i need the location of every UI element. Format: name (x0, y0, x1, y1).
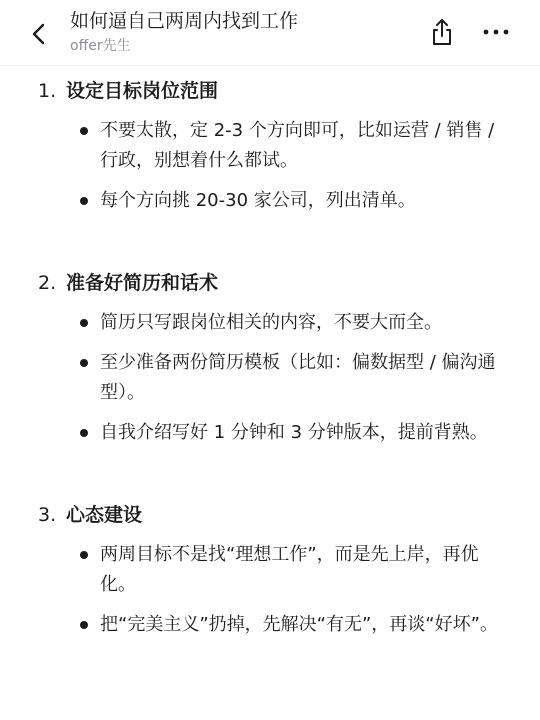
bullet-dot (80, 621, 88, 629)
section-number: 2. (38, 272, 57, 294)
share-icon (426, 14, 458, 50)
bullet-list (38, 116, 506, 216)
list-item-text: 把“完美主义”扔掉，先解决“有无”，再谈“好坏”。 (100, 614, 498, 635)
section-2 (38, 268, 506, 448)
more-horizontal-icon (478, 22, 514, 42)
author-name[interactable]: offer先生 (70, 38, 131, 54)
list-item (38, 418, 506, 448)
list-item (38, 610, 506, 640)
list-item-text: 每个方向挑 20-30 家公司，列出清单。 (100, 190, 416, 211)
share-button[interactable] (426, 14, 458, 50)
bullet-dot (80, 551, 88, 559)
note-content (0, 66, 540, 720)
bullet-list (38, 540, 506, 640)
list-item-text: 至少准备两份简历模板（比如：偏数据型 / 偏沟通型）。 (100, 352, 496, 403)
more-options-button[interactable] (478, 22, 514, 42)
section-title: 心态建设 (66, 504, 143, 526)
list-item-text: 简历只写跟岗位相关的内容，不要大而全。 (100, 312, 442, 333)
top-navigation-bar (0, 0, 540, 66)
note-title: 如何逼自己两周内找到工作 (70, 10, 299, 32)
chevron-left-icon (26, 18, 54, 50)
section-3 (38, 500, 506, 640)
bullet-dot (80, 319, 88, 327)
section-number: 1. (38, 80, 57, 102)
bullet-dot (80, 127, 88, 135)
bullet-list (38, 308, 506, 448)
list-item (38, 348, 506, 408)
section-1 (38, 76, 506, 216)
list-item (38, 186, 506, 216)
list-item-text: 两周目标不是找“理想工作”，而是先上岸，再优化。 (100, 544, 479, 595)
section-heading (38, 500, 506, 530)
section-number: 3. (38, 504, 57, 526)
list-item (38, 540, 506, 600)
bullet-dot (80, 429, 88, 437)
bullet-dot (80, 359, 88, 367)
list-item (38, 308, 506, 338)
section-heading (38, 268, 506, 298)
list-item (38, 116, 506, 176)
section-title: 准备好简历和话术 (66, 272, 219, 294)
section-heading (38, 76, 506, 106)
list-item-text: 不要太散，定 2-3 个方向即可，比如运营 / 销售 / 行政，别想着什么都试。 (100, 120, 495, 171)
back-button[interactable] (26, 18, 54, 50)
section-title: 设定目标岗位范围 (66, 80, 219, 102)
bullet-dot (80, 197, 88, 205)
list-item-text: 自我介绍写好 1 分钟和 3 分钟版本，提前背熟。 (100, 422, 488, 443)
